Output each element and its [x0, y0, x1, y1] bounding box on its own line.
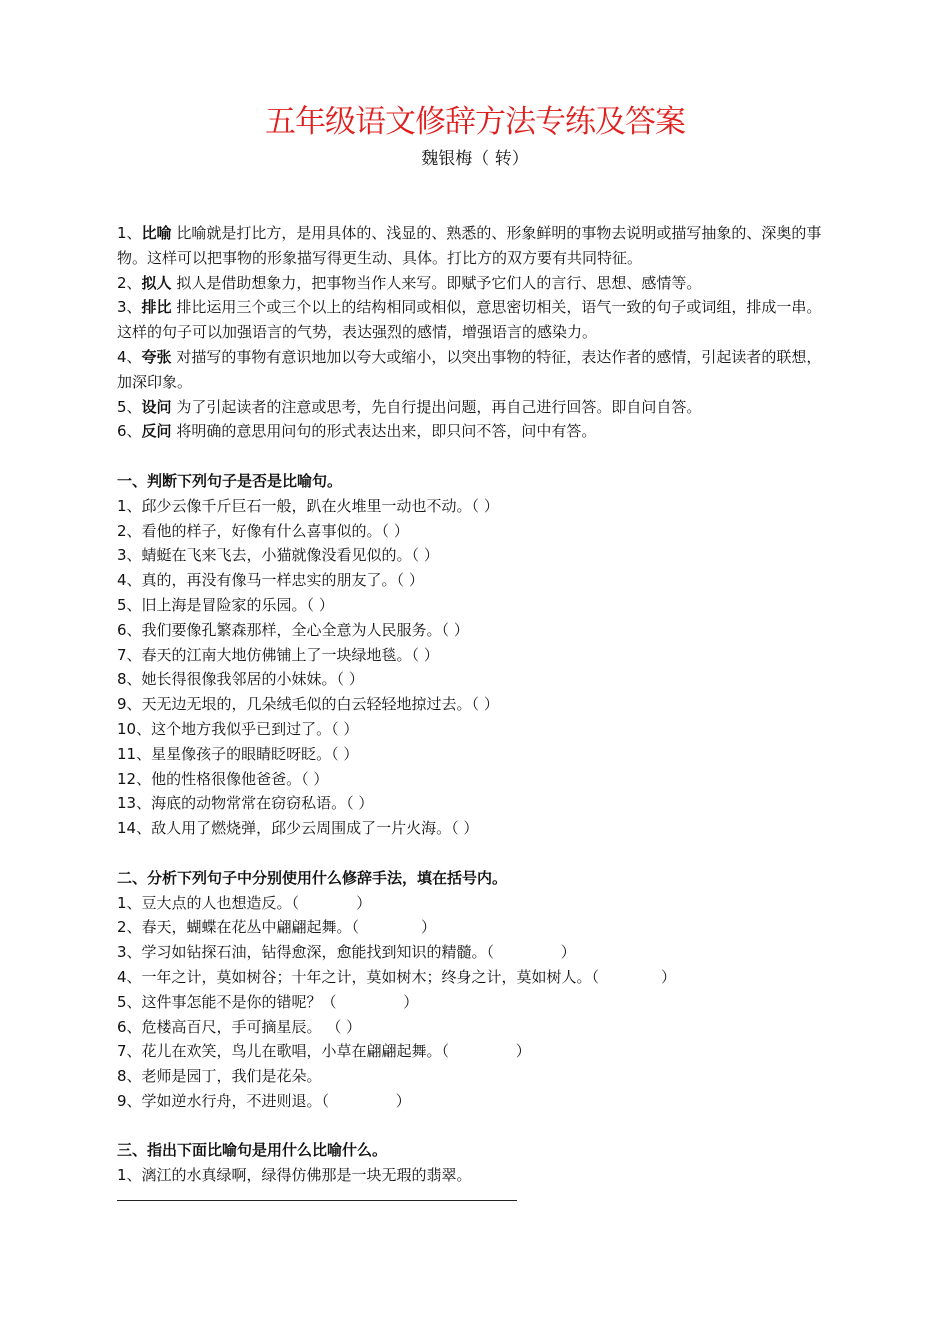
question-item: 7、春天的江南大地仿佛铺上了一块绿地毯。（ ）	[117, 645, 439, 664]
exercise-section-2	[117, 866, 827, 1114]
question-item: 9、天无边无垠的，几朵绒毛似的白云轻轻地掠过去。（ ）	[117, 695, 499, 714]
question-item: 4、真的，再没有像马一样忠实的朋友了。（ ）	[117, 571, 424, 590]
question-item: 2、看他的样子，好像有什么喜事似的。（ ）	[117, 521, 409, 540]
exercise-section-3	[117, 1138, 827, 1201]
exercise-section-1	[117, 469, 827, 841]
question-item: 9、学如逆水行舟，不进则退。（ ）	[117, 1091, 411, 1110]
definition-term: 设问	[141, 397, 172, 416]
document-body	[117, 221, 827, 1201]
question-item: 8、她长得很像我邻居的小妹妹。（ ）	[117, 670, 364, 689]
document-author: 魏银梅（ 转）	[421, 149, 529, 169]
document-title: 五年级语文修辞方法专练及答案	[265, 104, 685, 140]
question-item: 3、蜻蜓在飞来飞去，小猫就像没看见似的。（ ）	[117, 546, 439, 565]
question-item: 10、这个地方我似乎已到过了。（ ）	[117, 719, 359, 738]
definition-term: 比喻	[141, 224, 172, 242]
question-item: 7、花儿在欢笑，鸟儿在歌唱，小草在翩翩起舞。（ ）	[117, 1042, 531, 1061]
section-heading: 三、指出下面比喻句是用什么比喻什么。	[117, 1141, 388, 1160]
definition-item: 5、设问 为了引起读者的注意或思考，先自行提出问题，再自己进行回答。即自问自答。	[117, 397, 702, 416]
definition-term: 排比	[141, 298, 172, 317]
answer-blank-line	[117, 1200, 517, 1201]
definitions-list	[117, 221, 827, 444]
question-item: 12、他的性格很像他爸爸。（ ）	[117, 769, 329, 788]
question-item: 11、星星像孩子的眼睛眨呀眨。（ ）	[117, 744, 359, 763]
question-item: 6、危楼高百尺，手可摘星辰。 （ ）	[117, 1017, 362, 1036]
question-item: 5、旧上海是冒险家的乐园。（ ）	[117, 595, 334, 614]
definition-item: 1、比喻 比喻就是打比方，是用具体的、浅显的、熟悉的、形象鲜明的事物去说明或描写抽象的、深奥的事物。这样可以把事物的形象描写得更生动、具体。打比方的双方要有共同特征。	[117, 224, 822, 267]
question-item: 5、这件事怎能不是你的错呢？（ ）	[117, 992, 419, 1011]
question-item: 1、邱少云像千斤巨石一般，趴在火堆里一动也不动。（ ）	[117, 496, 499, 515]
question-item: 3、学习如钻探石油，钻得愈深，愈能找到知识的精髓。（ ）	[117, 943, 576, 962]
section-heading: 一、判断下列句子是否是比喻句。	[117, 471, 343, 490]
definition-term: 拟人	[141, 273, 172, 292]
question-item: 14、敌人用了燃烧弹，邱少云周围成了一片火海。（ ）	[117, 819, 479, 838]
definition-item: 6、反问 将明确的意思用问句的形式表达出来，即只问不答，问中有答。	[117, 422, 597, 441]
question-item: 6、我们要像孔繁森那样，全心全意为人民服务。（ ）	[117, 620, 469, 639]
question-item: 2、春天，蝴蝶在花丛中翩翩起舞。（ ）	[117, 918, 437, 937]
question-item: 1、豆大点的人也想造反。（ ）	[117, 893, 372, 912]
question-item: 13、海底的动物常常在窃窃私语。（ ）	[117, 794, 374, 813]
question-item: 8、老师是园丁，我们是花朵。	[117, 1067, 322, 1086]
definition-item: 3、排比 排比运用三个或三个以上的结构相同或相似，意思密切相关，语气一致的句子或词组，排成一串。这样的句子可以加强语言的气势，表达强烈的感情，增强语言的感染力。	[117, 298, 822, 342]
question-item: 1、漓江的水真绿啊，绿得仿佛那是一块无瑕的翡翠。	[117, 1166, 472, 1185]
definition-term: 反问	[141, 422, 172, 441]
section-heading: 二、分析下列句子中分别使用什么修辞手法，填在括号内。	[117, 868, 508, 887]
definition-item: 2、拟人 拟人是借助想象力，把事物当作人来写。即赋予它们人的言行、思想、感情等。	[117, 273, 702, 292]
question-item: 4、一年之计，莫如树谷；十年之计，莫如树木；终身之计，莫如树人。（ ）	[117, 967, 677, 986]
definition-term: 夸张	[141, 347, 172, 366]
definition-item: 4、夸张 对描写的事物有意识地加以夸大或缩小，以突出事物的特征，表达作者的感情，引起读者的联想，加深印象。	[117, 347, 822, 391]
